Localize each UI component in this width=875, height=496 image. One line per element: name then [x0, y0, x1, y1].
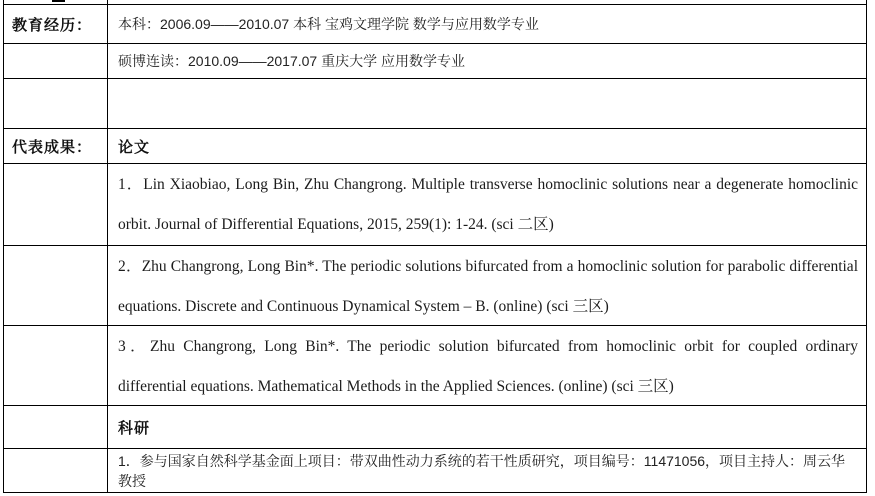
- row-label-empty: [4, 449, 108, 492]
- paper-citation-3: 3．Zhu Changrong, Long Bin*. The periodic solution bifurcated from homoclinic orbit for coupled ordinary differential equations. Mathematical Methods in the Applied Sciences. (online) (sci 三区): [118, 338, 858, 395]
- row-label-empty: [4, 44, 108, 78]
- row-label-empty: [4, 406, 108, 448]
- table-row: [4, 5, 866, 44]
- row-label-empty: [4, 79, 108, 128]
- representative-achievements-label: 代表成果：: [4, 129, 108, 163]
- education-undergraduate: 本科：2006.09——2010.07 本科 宝鸡文理学院 数学与应用数学专业: [118, 16, 539, 32]
- education-history-label: 教育经历：: [4, 5, 108, 43]
- table-row: [4, 129, 866, 164]
- row-label-empty: [4, 246, 108, 325]
- table-row: [4, 79, 866, 129]
- table-row: [4, 44, 866, 79]
- cropped-text-remnant: [52, 0, 65, 2]
- paper-citation-1: 1．Lin Xiaobiao, Long Bin, Zhu Changrong. Multiple transverse homoclinic solutions near a degenerate homoclinic orbit. Journal of Differential Equations, 2015, 259(1): 1-24. (sci 二区): [118, 176, 858, 233]
- research-project-1: 1．参与国家自然科学基金面上项目：带双曲性动力系统的若干性质研究，项目编号：11471056，项目主持人：周云华教授: [118, 452, 846, 489]
- education-graduate: 硕博连读：2010.09——2017.07 重庆大学 应用数学专业: [118, 53, 465, 69]
- paper-citation-2: 2．Zhu Changrong, Long Bin*. The periodic solutions bifurcated from a homoclinic solution for parabolic differential equations. Discrete and Continuous Dynamical System – B. (online) (sci 三区): [118, 258, 858, 315]
- empty-cell: [108, 79, 866, 128]
- row-label-empty: [4, 164, 108, 245]
- cv-table: [3, 4, 867, 493]
- table-row: [4, 406, 866, 449]
- table-row: [4, 326, 866, 406]
- table-row: [4, 164, 866, 246]
- research-section-header: 科研: [118, 419, 151, 437]
- table-row: [4, 449, 866, 492]
- table-row: [4, 246, 866, 326]
- row-label-empty: [4, 326, 108, 405]
- papers-section-header: 论文: [118, 138, 151, 156]
